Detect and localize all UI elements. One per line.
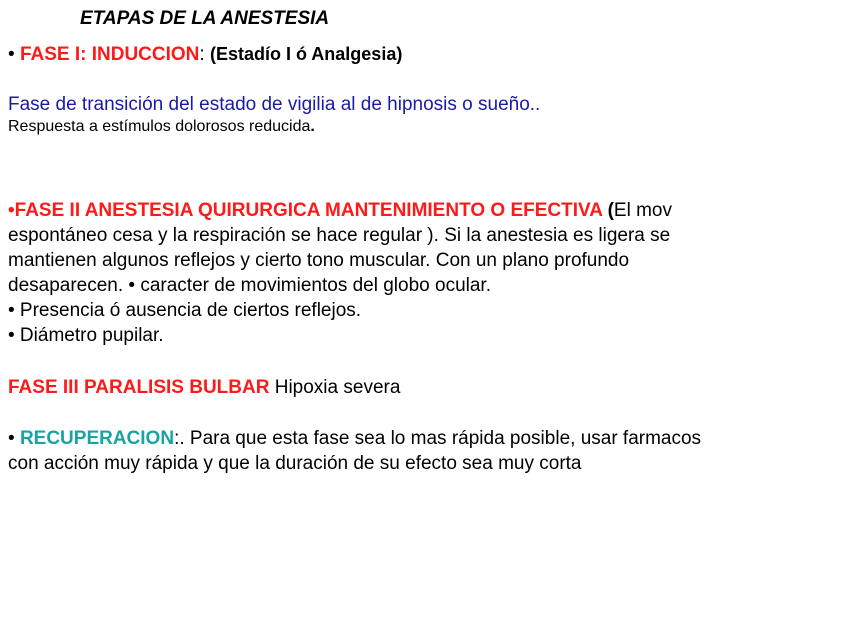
fase-2-open-paren: ( — [602, 200, 614, 221]
fase-2-line-5: • Presencia ó ausencia de ciertos reflejos. — [8, 300, 362, 321]
fase-1-subtitle: (Estadío I ó Analgesia) — [209, 44, 403, 64]
fase-3-line — [8, 375, 838, 400]
bullet: • — [8, 44, 20, 65]
fase-1-heading: FASE I: INDUCCION — [19, 44, 200, 65]
fase-2-line-4: desaparecen. • caracter de movimientos del globo ocular. — [8, 275, 491, 296]
fase-3-heading: FASE III PARALISIS BULBAR — [8, 377, 270, 398]
fase-2-line-2: espontáneo cesa y la respiración se hace regular ). Si la anestesia es ligera se — [8, 225, 671, 246]
fase-2-line-3: mantienen algunos reflejos y cierto tono muscular. Con un plano profundo — [8, 250, 630, 271]
fase-1-desc-small-text: Respuesta a estímulos dolorosos reducida — [8, 118, 311, 135]
fase-1-desc-small-end: . — [310, 118, 315, 135]
fase-2-line-6: • Diámetro pupilar. — [8, 325, 164, 346]
fase-1-desc-small — [8, 117, 838, 137]
recuperacion-heading: RECUPERACION — [19, 428, 175, 449]
fase-2-line-1-rest: El mov — [613, 200, 672, 221]
fase-2-bullet: • — [8, 200, 15, 221]
fase-2-paragraph — [8, 198, 838, 348]
recuperacion-line-2: con acción muy rápida y que la duración de su efecto sea muy corta — [8, 453, 582, 474]
fase-1-heading-line — [8, 42, 838, 67]
slide-title: ETAPAS DE LA ANESTESIA — [80, 8, 330, 29]
fase-3-rest: Hipoxia severa — [269, 377, 401, 398]
recuperacion-paragraph — [8, 426, 838, 476]
fase-2-line-1 — [8, 198, 838, 223]
colon: : — [199, 44, 210, 65]
recuperacion-line-1 — [8, 426, 838, 451]
recuperacion-line-1-rest: :. Para que esta fase sea lo mas rápida posible, usar farmacos — [174, 428, 702, 449]
fase-2-heading: FASE II ANESTESIA QUIRURGICA MANTENIMIENTO O EFECTIVA — [14, 200, 603, 221]
recuperacion-bullet: • — [8, 428, 20, 449]
fase-1-description — [8, 92, 838, 137]
fase-1-desc-blue: Fase de transición del estado de vigilia al de hipnosis o sueño.. — [8, 94, 541, 115]
